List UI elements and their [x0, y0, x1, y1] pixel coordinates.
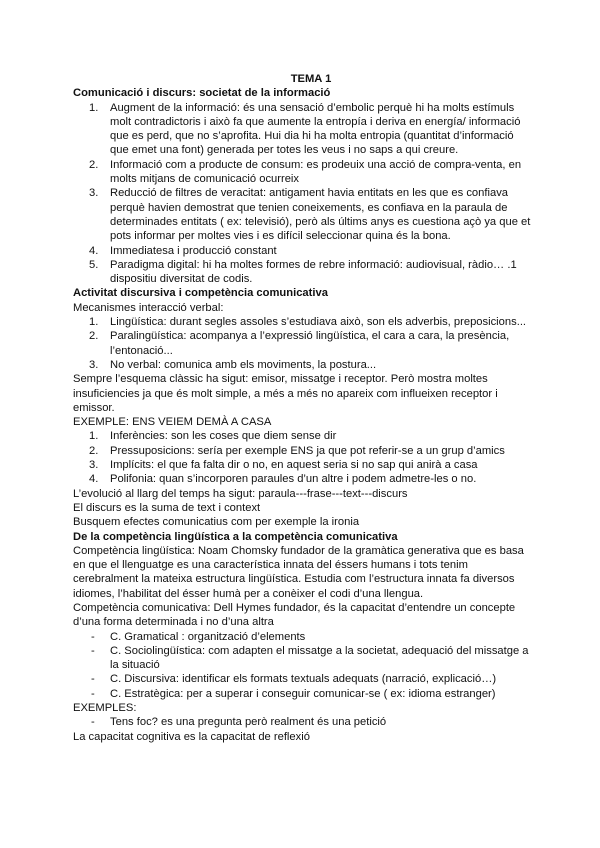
- list-item: 2. Paralingüística: acompanya a l’expressió lingüística, el cara a cara, la presència, l’entonació...: [89, 330, 510, 357]
- dash-bullet: -: [91, 673, 95, 686]
- list-number: 4.: [89, 473, 99, 486]
- section-heading-societat: Comunicació i discurs: societat de la informació: [73, 87, 331, 100]
- list-item: 3. No verbal: comunica amb els moviments, la postura...: [89, 358, 377, 371]
- list-item: 1. Lingüística: durant segles assoles s’estudiava això, son els adverbis, preposicions...: [89, 316, 527, 329]
- examples-list: [73, 715, 533, 729]
- page-title: TEMA 1: [290, 73, 332, 85]
- list-item: - Tens foc? es una pregunta però realment és una petició: [91, 716, 387, 729]
- example-list: [73, 429, 533, 486]
- evolucio-line: L’evolució al llarg del temps ha sigut: paraula---frase---text---discurs: [73, 487, 408, 500]
- list-number: 4.: [89, 244, 99, 257]
- list-item: 4. Immediatesa i producció constant: [89, 244, 277, 257]
- competencia-linguistica-paragraph: Competència lingüística: Noam Chomsky fundador de la gramàtica generativa que es basa en que el llenguatge es una característica innata del éssers humans i tots tenim cerebralment la mateixa estructura lingüística. Estudia com l’estructura innata fa diversos idiomes, l’habilitat del ésser humà per a conèixer el codi d’una llengua.: [73, 544, 524, 600]
- examples-label: EXEMPLES:: [73, 702, 137, 715]
- example-label: EXEMPLE: ENS VEIEM DEMÀ A CASA: [73, 416, 272, 429]
- list-item: - C. Discursiva: identificar els formats textuals adequats (narració, explicació…): [91, 673, 497, 686]
- list-number: 3.: [89, 358, 99, 371]
- dash-bullet: -: [91, 687, 95, 700]
- list-number: 1.: [89, 316, 99, 329]
- list-item: 2. Informació com a producte de consum: es prodeuix una acció de compra-venta, en molts mitjans de comunicació ocurreix: [89, 158, 522, 186]
- dash-bullet: -: [91, 716, 95, 729]
- societat-list: [73, 101, 533, 287]
- list-number: 2.: [89, 330, 99, 343]
- list-item: - C. Gramatical : organització d’elements: [91, 630, 306, 643]
- section-heading-competencia: De la competència lingüística a la competència comunicativa: [73, 530, 398, 543]
- mecanismes-intro: Mecanismes interacció verbal:: [73, 301, 224, 314]
- list-number: 2.: [89, 444, 99, 457]
- list-number: 1.: [89, 101, 99, 114]
- capacitat-cognitiva-line: La capacitat cognitiva es la capacitat de reflexió: [73, 730, 310, 743]
- mecanismes-list: [73, 315, 533, 372]
- section-heading-activitat: Activitat discursiva i competència comunicativa: [73, 287, 328, 300]
- list-item: - C. Sociolingüística: com adapten el missatge a la societat, adequació del missatge a la situació: [91, 644, 529, 672]
- competencia-comunicativa-paragraph: Competència comunicativa: Dell Hymes fundador, és la capacitat d’entendre un concepte d’una forma determinada i no d’una altra: [73, 601, 516, 629]
- dash-bullet: -: [91, 644, 95, 657]
- efectes-line: Busquem efectes comunicatius com per exemple la ironia: [73, 516, 360, 529]
- dash-bullet: -: [91, 630, 95, 643]
- document-body: [73, 72, 533, 744]
- list-item: 3. Reducció de filtres de veracitat: antigament havia entitats en les que es confiava perquè havien demostrat que tenien coneixements, es confiava en la paraula de determinades entitats ( ex: televisió), però als últims anys es cuestiona açò ya que et pots informar per moltes vies i es difícil seleccionar quina és la bona.: [89, 187, 531, 243]
- list-number: 3.: [89, 187, 99, 200]
- list-item: 1. Augment de la informació: és una sensació d’embolic perquè hi ha molts estímuls molt contradictoris i això fa que aumente la entropía i deriva en energía/ informació que es perd, que no s’aprofita. Hui dia hi ha molta entropia (quantitat d’informació que emet una font) generada per totes les veus i no saps a qui creure.: [89, 101, 521, 157]
- list-number: 3.: [89, 459, 99, 472]
- list-item: 3. Implícits: el que fa falta dir o no, en aquest seria si no sap qui anirà a casa: [89, 459, 478, 472]
- list-number: 1.: [89, 430, 99, 443]
- list-item: 1. Inferències: son les coses que diem sense dir: [89, 430, 337, 443]
- list-item: - C. Estratègica: per a superar i conseguir comunicar-se ( ex: idioma estranger): [91, 687, 496, 700]
- list-item: 4. Polifonia: quan s’incorporen paraules d’un altre i podem admetre-les o no.: [89, 473, 477, 486]
- discurs-line: El discurs es la suma de text i context: [73, 501, 261, 514]
- competencies-list: [73, 630, 533, 701]
- list-item: 2. Pressuposicions: sería per exemple ENS ja que pot referir-se a un grup d’amics: [89, 444, 505, 457]
- list-item: 5. Paradigma digital: hi ha moltes formes de rebre informació: audiovisual, ràdio… .1 dispositiu diversitat de codis.: [89, 258, 517, 286]
- esquema-paragraph: Sempre l’esquema clàssic ha sigut: emisor, missatge i receptor. Però mostra moltes insuficiencies ja que és molt simple, a més a més no apareix com influeixen receptor i emissor.: [73, 373, 498, 414]
- list-number: 2.: [89, 158, 99, 171]
- list-number: 5.: [89, 258, 99, 271]
